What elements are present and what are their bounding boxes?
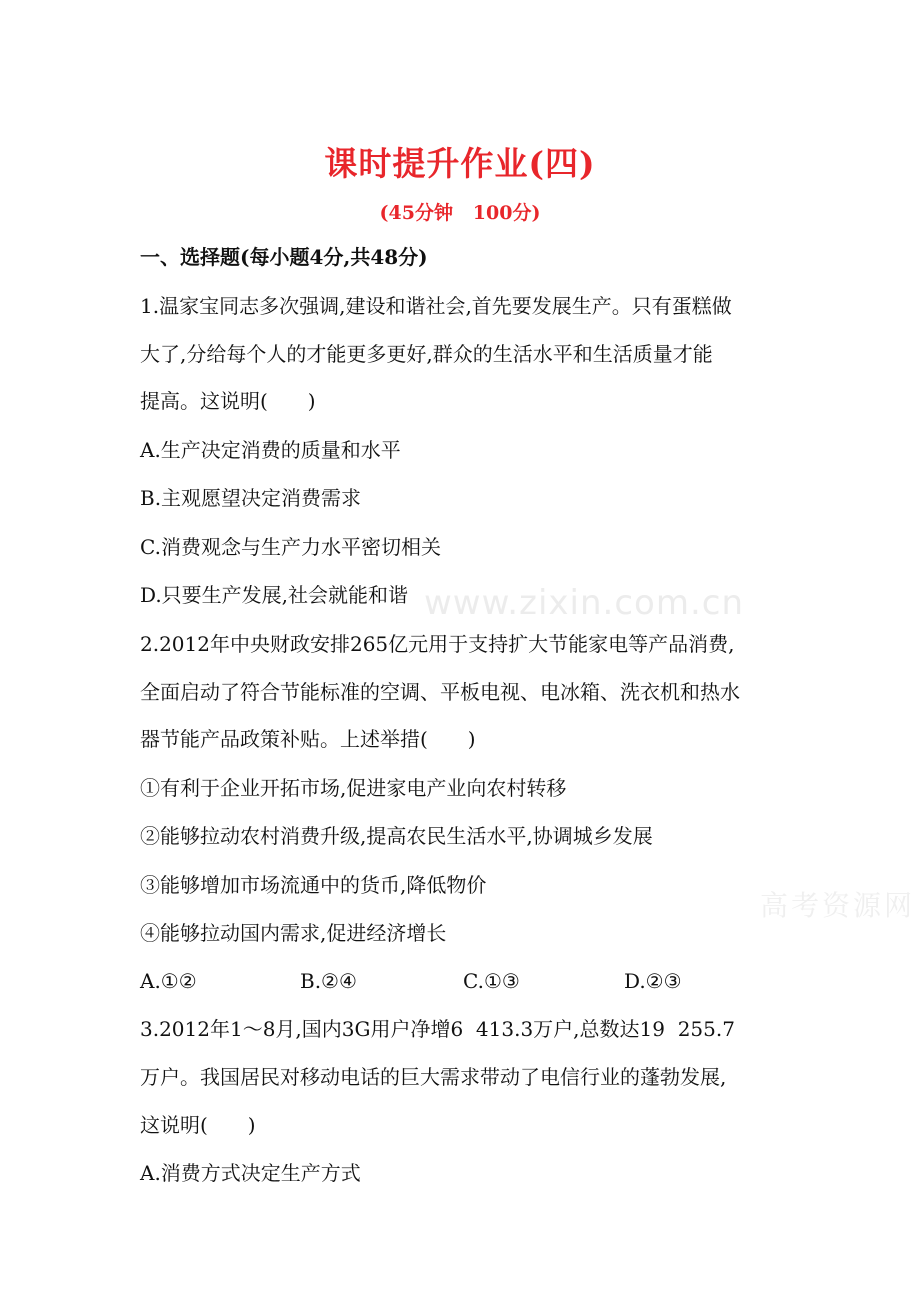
question-1-option-d: D.只要生产发展,社会就能和谐 [140, 583, 409, 607]
question-2-option-a: A.①② [140, 969, 197, 993]
question-2-statement-1: ①有利于企业开拓市场,促进家电产业向农村转移 [140, 776, 567, 800]
question-3-option-a: A.消费方式决定生产方式 [140, 1161, 361, 1185]
watermark-side: 高考资源网 [760, 889, 916, 922]
question-2-line-2: 全面启动了符合节能标准的空调、平板电视、电冰箱、洗衣机和热水 [140, 680, 740, 704]
question-1-option-c: C.消费观念与生产力水平密切相关 [140, 535, 441, 559]
page-subtitle: (45分钟 100分) [379, 202, 541, 224]
question-2-line-3: 器节能产品政策补贴。上述举措( ) [140, 727, 476, 751]
question-2-line-1: 2.2012年中央财政安排265亿元用于支持扩大节能家电等产品消费, [140, 632, 735, 656]
watermark-site: www.zixin.com.cn [424, 583, 744, 623]
question-1-option-a: A.生产决定消费的质量和水平 [140, 438, 401, 462]
question-1-line-2: 大了,分给每个人的才能更多更好,群众的生活水平和生活质量才能 [140, 342, 713, 366]
section-heading: 一、选择题(每小题4分,共48分) [140, 245, 428, 269]
question-2-statement-4: ④能够拉动国内需求,促进经济增长 [140, 921, 447, 945]
question-2-statement-3: ③能够增加市场流通中的货币,降低物价 [140, 873, 487, 897]
page-title: 课时提升作业(四) [324, 144, 596, 183]
question-3-line-1: 3.2012年1～8月,国内3G用户净增6 413.3万户,总数达19 255.7 [140, 1017, 735, 1041]
question-2-option-c: C.①③ [463, 969, 520, 993]
question-2-option-b: B.②④ [300, 969, 357, 993]
question-1-line-1: 1.温家宝同志多次强调,建设和谐社会,首先要发展生产。只有蛋糕做 [140, 294, 732, 318]
question-3-line-3: 这说明( ) [140, 1113, 256, 1137]
question-1-line-3: 提高。这说明( ) [140, 389, 316, 413]
question-1-option-b: B.主观愿望决定消费需求 [140, 486, 362, 510]
question-3-line-2: 万户。我国居民对移动电话的巨大需求带动了电信行业的蓬勃发展, [140, 1065, 727, 1089]
question-2-option-d: D.②③ [624, 969, 682, 993]
question-2-statement-2: ②能够拉动农村消费升级,提高农民生活水平,协调城乡发展 [140, 824, 653, 848]
